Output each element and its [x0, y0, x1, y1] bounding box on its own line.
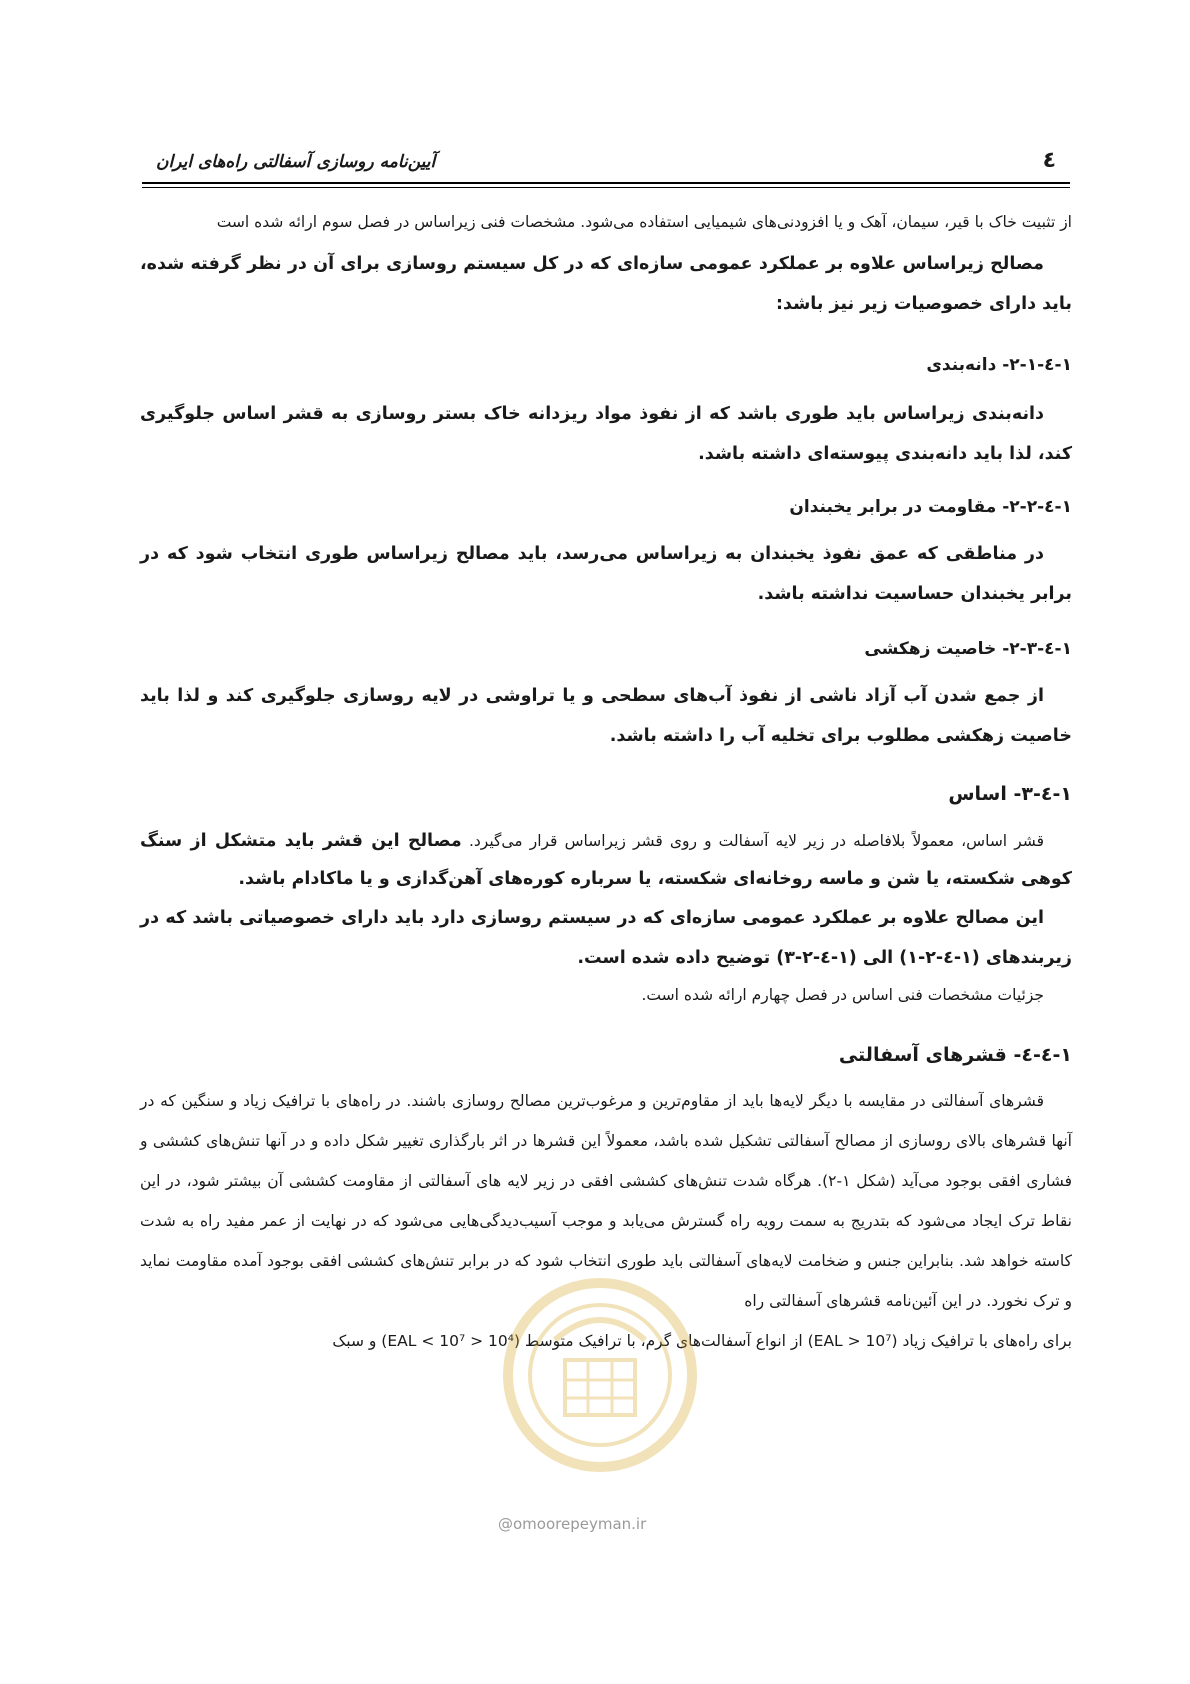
paragraph-bold: مصالح زیراساس علاوه بر عملکرد عمومی سازه‌ای که در کل سیستم روسازی برای آن در نظر گرفته شده، باید دارای خصوصیات زیر نیز باشد: [140, 254, 1072, 314]
section-heading: ۱-٤-۲-۳- خاصیت زهکشی [864, 639, 1072, 659]
watermark-logo [495, 1270, 705, 1500]
paragraph-bold-part: مصالح این قشر باید متشکل از سنگ کوهی شکسته، یا شن و ماسه روخانه‌ای شکسته، یا سرباره کوره‌های آهن‌گدازی و یا ماکادام باشد. [140, 831, 1072, 889]
paragraph-bold: دانه‌بندی زیراساس باید طوری باشد که از نفوذ مواد ریزدانه خاک بستر روسازی به قشر اساس جلوگیری کند، لذا باید دانه‌بندی پیوسته‌ای داشته باشد. [140, 404, 1072, 464]
paragraph-bold: از جمع شدن آب آزاد ناشی از نفوذ آب‌های سطحی و یا تراوشی در لایه روسازی جلوگیری کند و لذا باید خاصیت زهکشی مطلوب برای تخلیه آب را داشته باشد. [140, 686, 1072, 746]
paragraph-mixed [140, 822, 1072, 898]
paragraph-normal-part: قشر اساس، معمولاً بلافاصله در زیر لایه آسفالت و روی قشر زیراساس قرار می‌گیرد. [468, 832, 1045, 850]
watermark-url-text: omoorepeyman.ir [513, 1515, 647, 1533]
paragraph-bold: این مصالح علاوه بر عملکرد عمومی سازه‌ای که در سیستم روسازی دارد باید دارای خصوصیاتی باشد که در زیربندهای (۱-٤-۲-۱) الی (۱-٤-۲-۳) توضیح داده شده است. [140, 908, 1072, 968]
header-rule-thin [142, 187, 1070, 188]
section-heading: ۱-٤-٤- قشرهای آسفالتی [838, 1044, 1072, 1066]
paragraph: برای راه‌های با ترافیک زیاد (EAL > 10⁷) از انواع آسفالت‌های گرم، با ترافیک متوسط (10⁴ < EAL < 10⁷) و سبک [332, 1332, 1072, 1350]
section-heading: ۱-٤-۲-۱- دانه‌بندی [926, 355, 1072, 375]
header-title: آیین‌نامه روسازی آسفالتی راه‌های ایران [156, 152, 436, 172]
section-heading: ۱-٤-۳- اساس [948, 783, 1072, 805]
paragraph: از تثبیت خاک با قیر، سیمان، آهک و یا افزودنی‌های شیمیایی استفاده می‌شود. مشخصات فنی زیراساس در فصل سوم ارائه شده است [216, 213, 1072, 231]
header-rule-thick [142, 182, 1070, 184]
page-header [142, 146, 1070, 182]
page-number: ٤ [1042, 148, 1056, 173]
watermark-url: @omoorepeyman.ir [498, 1515, 647, 1533]
body-text [140, 205, 1072, 1361]
paragraph: جزئیات مشخصات فنی اساس در فصل چهارم ارائه شده است. [641, 986, 1044, 1004]
paragraph: قشرهای آسفالتی در مقایسه با دیگر لایه‌ها باید از مقاوم‌ترین و مرغوب‌ترین مصالح روسازی باشند. در راه‌های با ترافیک زیاد و سنگین که در آنها قشرهای بالای روسازی از مصالح آسفالتی تشکیل شده باشد، معمولاً این قشرها در اثر بارگذاری تغییر شکل داده و در آنها تنش‌های کششی و فشاری افقی بوجود می‌آید (شکل ۱-۲). هرگاه شدت تنش‌های کششی افقی در زیر لایه های آسفالتی از مقاومت کششی آن بیشتر شود، در این نقاط ترک ایجاد می‌شود که بتدریج به سمت رویه راه گسترش می‌یابد و موجب آسیب‌دیدگی‌هایی می‌شود که در نهایت از عمر مفید راه به شدت کاسته خواهد شد. بنابراین جنس و ضخامت لایه‌های آسفالتی باید طوری انتخاب شود که در برابر تنش‌های کششی افقی بوجود آمده مقاومت نماید و ترک نخورد. در این آئین‌نامه قشرهای آسفالتی راه [140, 1092, 1072, 1310]
section-heading: ۱-٤-۲-۲- مقاومت در برابر یخبندان [789, 497, 1072, 517]
paragraph-bold: در مناطقی که عمق نفوذ یخبندان به زیراساس می‌رسد، باید مصالح زیراساس طوری انتخاب شود که در برابر یخبندان حساسیت نداشته باشد. [140, 544, 1072, 604]
